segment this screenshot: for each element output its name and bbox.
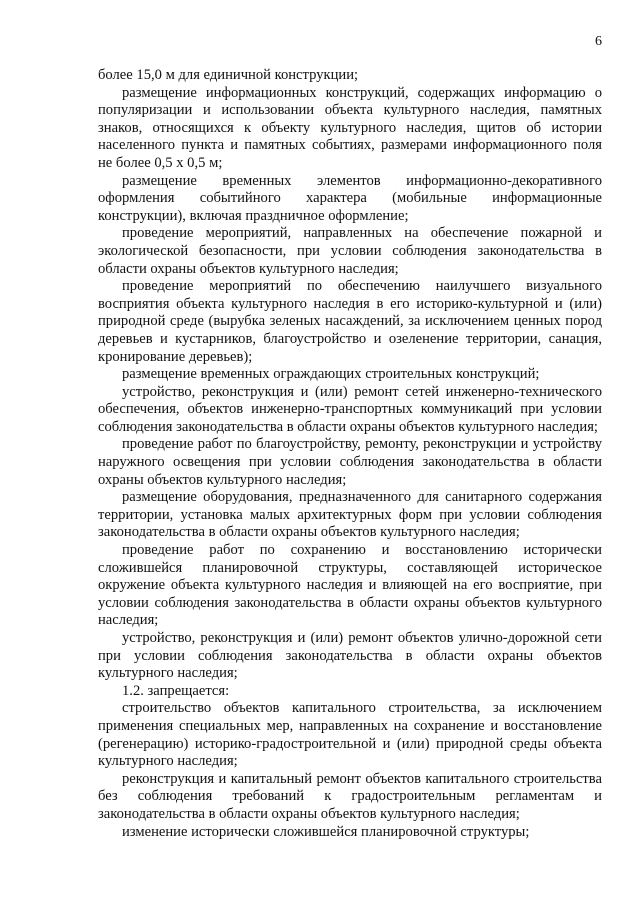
paragraph-sanitary-equipment: размещение оборудования, предназначенного для санитарного содержания территории, установка малых архитектурных форм при условии соблюдения законодательства в области охраны объектов культурного наследия;: [98, 489, 602, 541]
paragraph-planning-structure-restoration: проведение работ по сохранению и восстановлению исторически сложившейся планировочной структуры, составляющей историческое окружение объекта культурного наследия и влияющей на его восприятие, при условии соблюдения законодательства в области охраны объектов культурного наследия;: [98, 542, 602, 629]
paragraph-road-network: устройство, реконструкция и (или) ремонт объектов улично-дорожной сети при условии соблюдения законодательства в области охраны объектов культурного наследия;: [98, 630, 602, 682]
paragraph-info-structures: размещение информационных конструкций, содержащих информацию о популяризации и использовании объекта культурного наследия, памятных знаков, относящихся к объекту культурного наследия, щитов об истории населенного пункта и памятных событиях, размерами информационного поля не более 0,5 х 0,5 м;: [98, 84, 602, 171]
paragraph-visual-perception: проведение мероприятий по обеспечению наилучшего визуального восприятия объекта культурного наследия в его историко-культурной и (или) природной среде (вырубка зеленых насаждений, за исключением ценных пород деревьев и кустарников, благоустройство и озеленение территории, санация, кронирование деревьев);: [98, 278, 602, 365]
paragraph-engineering-networks: устройство, реконструкция и (или) ремонт сетей инженерно-технического обеспечения, объектов инженерно-транспортных коммуникаций при условии соблюдения законодательства в области охраны объектов культурного наследия;: [98, 383, 602, 435]
paragraph-landscaping-lighting: проведение работ по благоустройству, ремонту, реконструкции и устройству наружного освещения при условии соблюдения законодательства в области охраны объектов культурного наследия;: [98, 436, 602, 488]
paragraph-temporary-fences: размещение временных ограждающих строительных конструкций;: [122, 366, 540, 383]
section-heading-prohibited: 1.2. запрещается:: [122, 682, 230, 699]
paragraph-planning-structure-change: изменение исторически сложившейся планировочной структуры;: [122, 823, 530, 840]
paragraph-capital-construction: строительство объектов капитального строительства, за исключением применения специальных мер, направленных на сохранение и восстановление (регенерацию) историко-градостроительной и (или) природной среды объекта культурного наследия;: [98, 700, 602, 770]
paragraph-continuation: более 15,0 м для единичной конструкции;: [98, 67, 359, 83]
document-body: [98, 67, 602, 841]
paragraph-reconstruction-repair: реконструкция и капитальный ремонт объектов капитального строительства без соблюдения требований к градостроительным регламентам и законодательства в области охраны объектов культурного наследия;: [98, 770, 602, 822]
paragraph-temporary-decor: размещение временных элементов информационно-декоративного оформления событийного характера (мобильные информационные конструкции), включая праздничное оформление;: [98, 172, 602, 224]
paragraph-fire-safety: проведение мероприятий, направленных на обеспечение пожарной и экологической безопасности, при условии соблюдения законодательства в области охраны объектов культурного наследия;: [98, 225, 602, 277]
page-number: 6: [595, 34, 602, 49]
